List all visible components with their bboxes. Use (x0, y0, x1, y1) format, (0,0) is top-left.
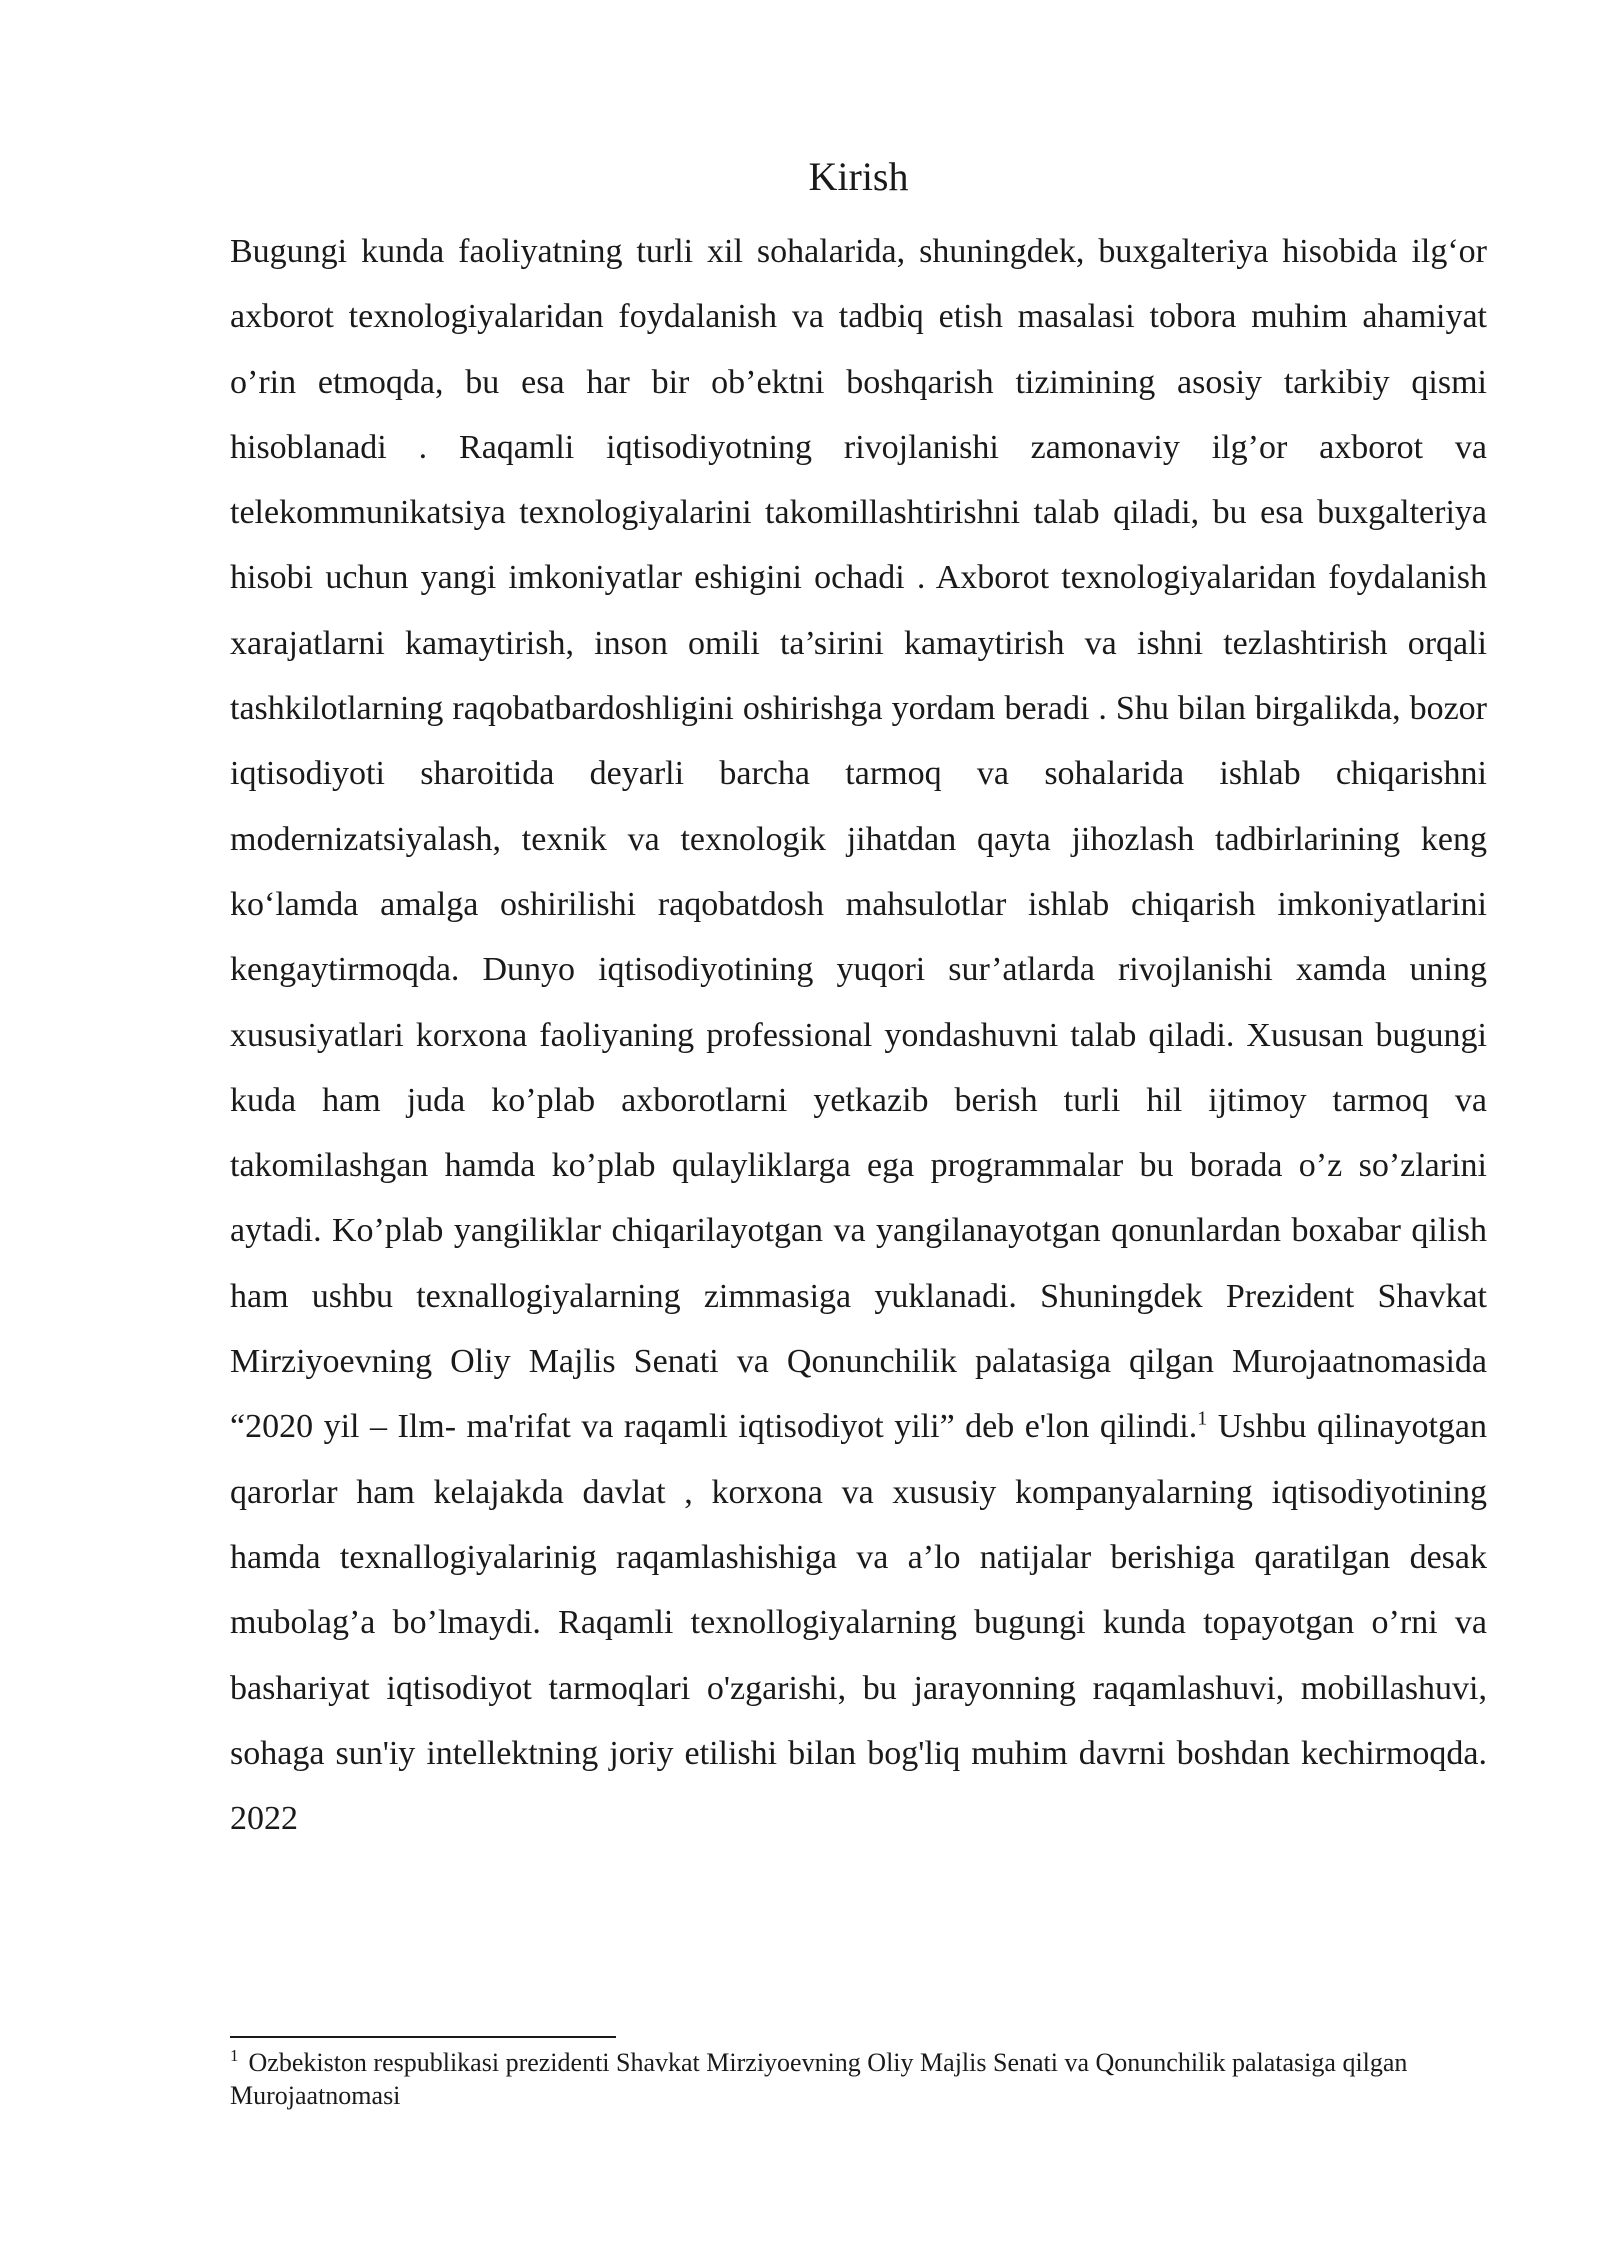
footnote (230, 2046, 1430, 2112)
footnote-reference[interactable]: 1 (1197, 1408, 1208, 1431)
paragraph-text-part-1: Bugungi kunda faoliyatning turli xil sohalarida, shuningdek, buxgalteriya hisobida ilg‘or axborot texnologiyalaridan foydalanish va tadbiq etish masalasi tobora muhim ahamiyat o’rin etmoqda, bu esa har bir ob’ektni boshqarish tizimining asosiy tarkibiy qismi hisoblanadi . Raqamli iqtisodiyotning rivojlanishi zamonaviy ilg’or axborot va telekommunikatsiya texnologiyalarini takomillashtirishni talab qiladi, bu esa buxgalteriya hisobi uchun yangi imkoniyatlar eshigini ochadi . Axborot texnologiyalaridan foydalanish xarajatlarni kamaytirish, inson omili ta’sirini kamaytirish va ishni tezlashtirish orqali tashkilotlarning raqobatbardoshligini oshirishga yordam beradi . Shu bilan birgalikda, bozor iqtisodiyoti sharoitida deyarli barcha tarmoq va sohalarida ishlab chiqarishni modernizatsiyalash, texnik va texnologik jihatdan qayta jihozlash tadbirlarining keng ko‘lamda amalga oshirilishi raqobatdosh mahsulotlar ishlab chiqarish imkoniyatlarini kengaytirmoqda. Dunyo iqtisodiyotining yuqori sur’atlarda rivojlanishi xamda uning xususiyatlari korxona faoliyaning professional yondashuvni talab qiladi. Xususan bugungi kuda ham juda ko’plab axborotlarni yetkazib berish turli hil ijtimoy tarmoq va takomilashgan hamda ko’plab qulayliklarga ega programmalar bu borada o’z so’zlarini aytadi. Ko’plab yangiliklar chiqarilayotgan va yangilanayotgan qonunlardan boxabar qilish ham ushbu texnallogiyalarning zimmasiga yuklanadi. Shuningdek Prezident Shavkat Mirziyoevning Oliy Majlis Senati va Qonunchilik palatasiga qilgan Murojaatnomasida “2020 yil – Ilm- ma'rifat va raqamli iqtisodiyot yili” deb e'lon qilindi. (230, 233, 1487, 1446)
footnote-separator (230, 2036, 616, 2038)
section-title: Kirish (808, 154, 909, 199)
paragraph-text-part-2: Ushbu qilinayotgan qarorlar ham kelajakda davlat , korxona va xususiy kompanyalarning iqtisodiyotining hamda texnallogiyalarinig raqamlashishiga va a’lo natijalar berishiga qaratilgan desak mubolag’a bo’lmaydi. Raqamli texnollogiyalarning bugungi kunda topayotgan o’rni va bashariyat iqtisodiyot tarmoqlari o'zgarishi, bu jarayonning raqamlashuvi, mobillashuvi, sohaga sun'iy intellektning joriy etilishi bilan bog'liq muhim davrni boshdan kechirmoqda. 2022 (230, 1408, 1487, 1838)
body-paragraph (230, 219, 1487, 1851)
footnote-text: Ozbekiston respublikasi prezidenti Shavkat Mirziyoevning Oliy Majlis Senati va Qonunchilik palatasiga qilgan Murojaatnomasi (230, 2048, 1408, 2110)
footnote-mark: 1 (230, 2046, 239, 2066)
